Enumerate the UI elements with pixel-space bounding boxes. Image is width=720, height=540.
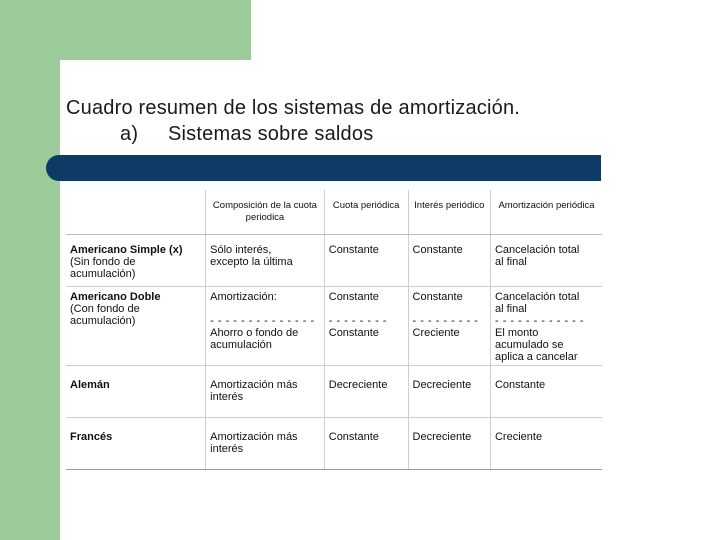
table-row [66, 418, 602, 470]
cell-system [66, 287, 206, 366]
dashed-separator: - - - - - - - - - - - - - - [210, 315, 315, 327]
cell-text [329, 303, 404, 315]
subtitle-marker: a) [120, 123, 139, 145]
cell-text: Amortización: [210, 291, 277, 303]
header-cell-system [66, 190, 206, 235]
cell-cuota [324, 235, 408, 287]
dashed-separator: - - - - - - - - - - - - [494, 315, 585, 327]
cell-text: Decreciente [412, 431, 472, 443]
subtitle-text: Sistemas sobre saldos [168, 123, 374, 145]
cell-cuota [324, 287, 408, 366]
cell-system [66, 366, 206, 418]
summary-table [66, 190, 602, 470]
table-row [66, 287, 602, 366]
cell-text: Constante [412, 291, 463, 303]
cell-composition [206, 366, 325, 418]
cell-text: Decreciente [328, 379, 388, 391]
system-note: (Con fondo de acumulación) [70, 303, 140, 327]
cell-text: Constante [328, 431, 379, 443]
cell-text: Cancelación total [494, 291, 580, 303]
cell-amortizacion [490, 366, 602, 418]
cell-system [66, 418, 206, 470]
cell-text: Decreciente [412, 379, 472, 391]
header-cell-composition: Composición de la cuota periodica [206, 190, 325, 235]
cell-text: Constante [328, 327, 379, 339]
cell-text: Constante [494, 379, 546, 391]
cell-text: Ahorro o fondo de [210, 327, 299, 339]
header-cell-amortizacion: Amortización periódica [490, 190, 602, 235]
cell-interes [408, 235, 490, 287]
system-name: Americano Doble [70, 291, 161, 303]
cell-amortizacion [490, 235, 602, 287]
cell-amortizacion [490, 418, 602, 470]
summary-table-container [66, 190, 602, 458]
green-side-panel [0, 0, 60, 540]
header-cell-cuota: Cuota periódica [324, 190, 408, 235]
cell-composition [206, 287, 325, 366]
slide-subtitle [120, 121, 373, 147]
cell-text: interés [210, 443, 244, 455]
cell-interes [408, 366, 490, 418]
system-name: Alemán [70, 379, 110, 391]
table-row [66, 235, 602, 287]
cell-text: al final [494, 303, 527, 315]
cell-interes [408, 418, 490, 470]
cell-system [66, 235, 206, 287]
title-divider-bar [46, 155, 601, 181]
cell-composition [206, 418, 325, 470]
cell-text: Sólo interés, [210, 244, 272, 256]
system-name: Americano Simple (x) [70, 244, 183, 256]
dashed-separator: - - - - - - - - [328, 315, 387, 327]
cell-text: Amortización más [210, 431, 298, 443]
cell-interes [408, 287, 490, 366]
cell-text [210, 303, 320, 315]
cell-text: acumulación [210, 339, 272, 351]
cell-text: acumulado se [494, 339, 564, 351]
table-header-row [66, 190, 602, 235]
cell-text: Creciente [494, 431, 543, 443]
cell-text: Constante [328, 291, 379, 303]
cell-text: Amortización más [210, 379, 298, 391]
cell-cuota [324, 366, 408, 418]
slide-title: Cuadro resumen de los sistemas de amortización. [66, 97, 521, 119]
table-row [66, 366, 602, 418]
green-top-panel [0, 0, 251, 60]
cell-text: Cancelación total [494, 244, 580, 256]
cell-text: interés [210, 391, 244, 403]
cell-text: excepto la última [210, 256, 293, 268]
cell-text: aplica a cancelar [494, 351, 578, 363]
system-note: (Sin fondo de acumulación) [70, 256, 136, 280]
cell-cuota [324, 418, 408, 470]
cell-text [413, 303, 486, 315]
table-body [66, 235, 602, 470]
system-name: Francés [70, 431, 113, 443]
cell-text: Creciente [412, 327, 460, 339]
cell-composition [206, 235, 325, 287]
header-cell-interes: Interés periódico [408, 190, 490, 235]
dashed-separator: - - - - - - - - - [412, 315, 479, 327]
cell-text: El monto [494, 327, 539, 339]
cell-text: Constante [412, 244, 463, 256]
cell-amortizacion [490, 287, 602, 366]
cell-text: Constante [328, 244, 379, 256]
cell-text: al final [494, 256, 527, 268]
